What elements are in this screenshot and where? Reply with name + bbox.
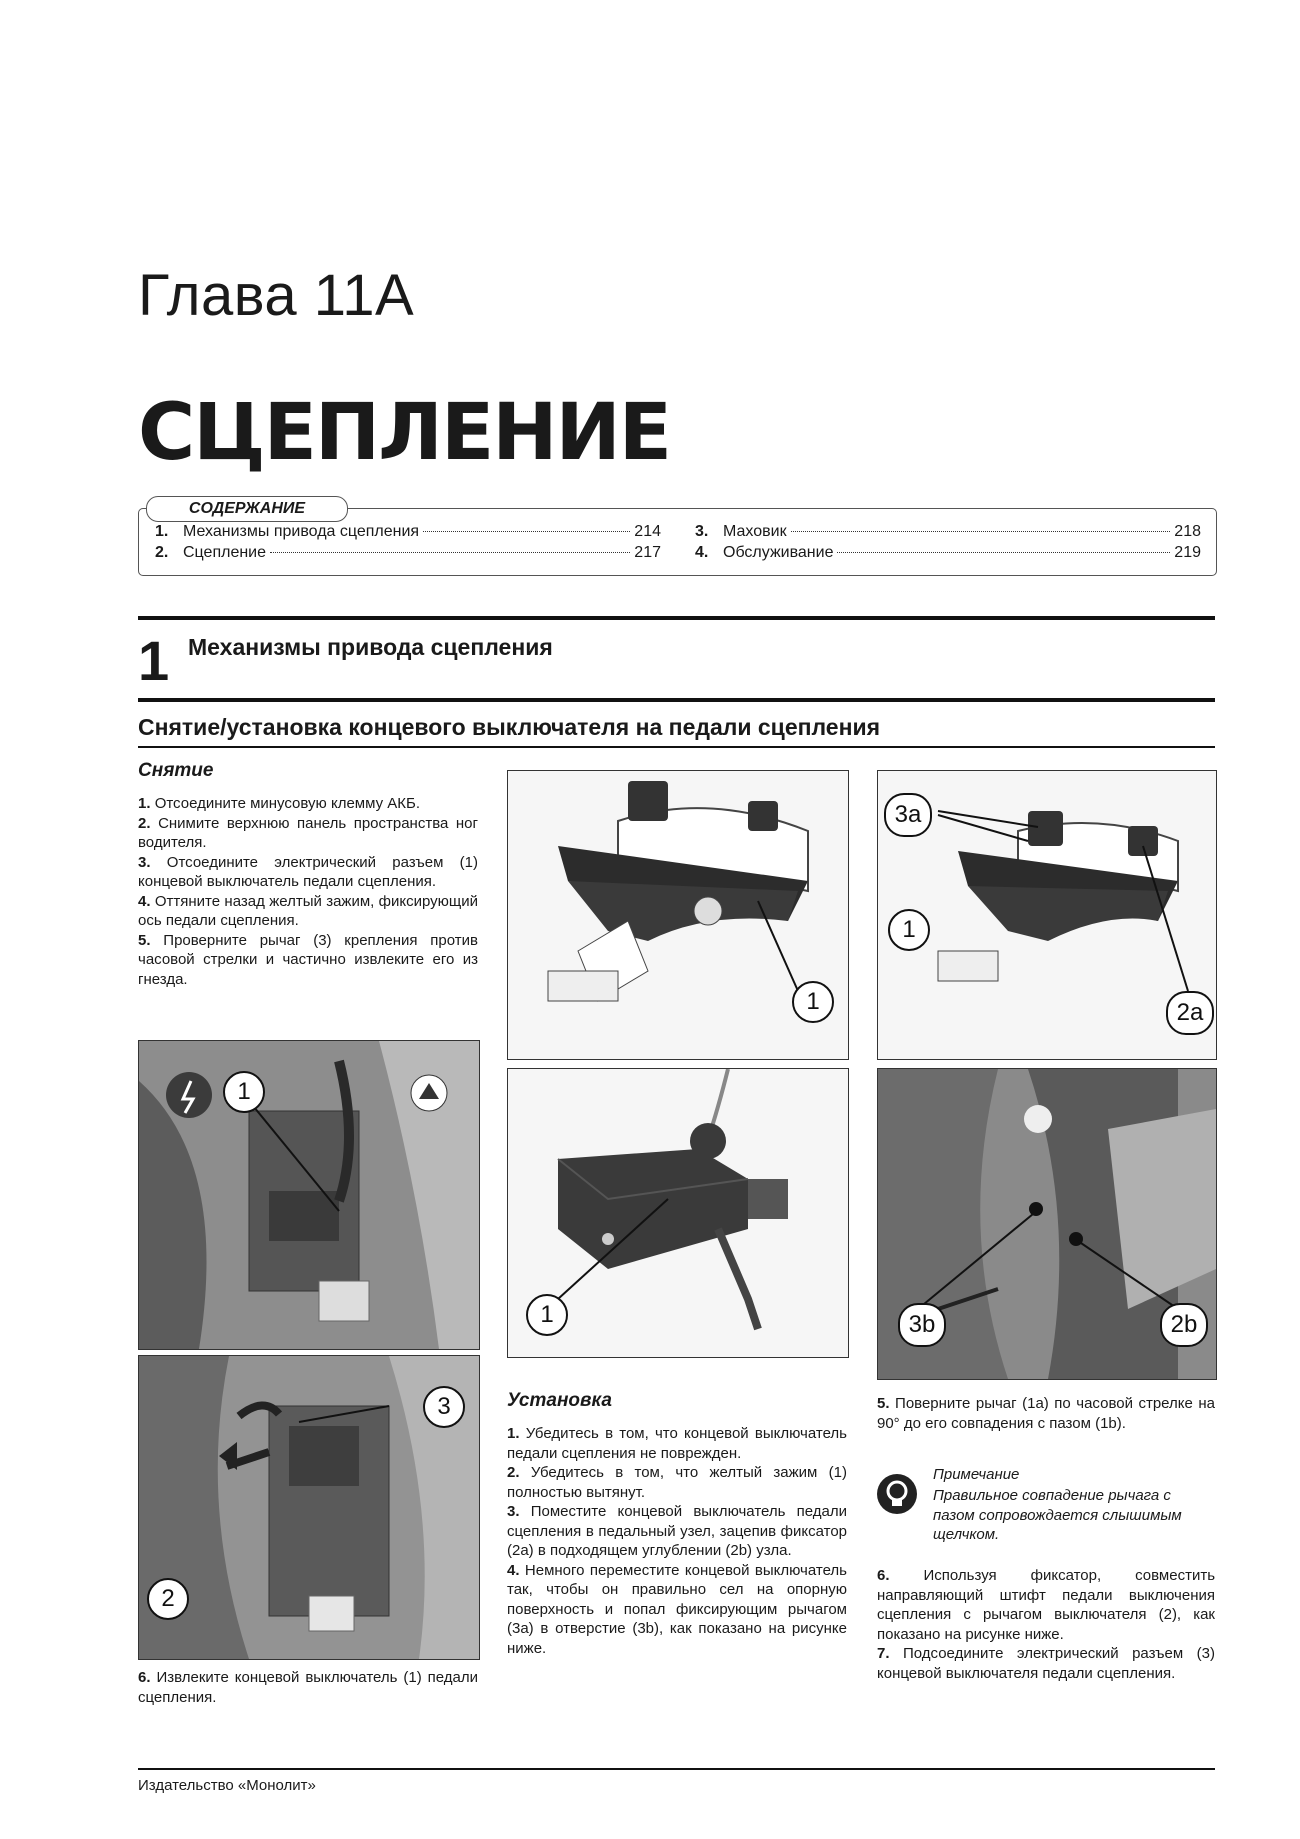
chapter-title: СЦЕПЛЕНИЕ (138, 388, 671, 478)
publisher: Издательство «Монолит» (138, 1777, 316, 1794)
removal-steps (138, 794, 478, 989)
step-item: 6. Используя фиксатор, совместить направляющий штифт педали выключения сцепления с рычагом выключателя (2), как показано на рисунке ниже. (877, 1567, 1216, 1643)
subsection-rule-top (138, 698, 1215, 702)
section-title: Механизмы привода сцепления (188, 634, 553, 660)
step-item: 1. Убедитесь в том, что концевой выключатель педали сцепления не поврежден. (507, 1425, 847, 1462)
photo-switch-bottom (507, 1068, 849, 1358)
step-item: 2. Снимите верхнюю панель пространства ног водителя. (138, 814, 478, 851)
step-item: 3. Поместите концевой выключатель педали сцепления в педальный узел, зацепив фиксатор (2a) в подходящем углублении (2b) узла. (507, 1503, 847, 1559)
note-heading: Примечание (933, 1466, 1020, 1483)
photo-lever (138, 1355, 480, 1660)
installation-step-5 (877, 1394, 1215, 1433)
toc-item[interactable]: 4. Обслуживание 219 (695, 544, 1201, 561)
callout-3a: 3a (884, 793, 932, 837)
subsection-title: Снятие/установка концевого выключателя на педали сцепления (138, 714, 881, 740)
note-block (877, 1466, 1215, 1546)
callout-1: 1 (526, 1294, 568, 1336)
callout-3b: 3b (898, 1303, 946, 1347)
chapter-label: Глава 11А (138, 263, 415, 328)
callout-1: 1 (223, 1071, 265, 1113)
section-number: 1 (138, 629, 170, 692)
step-item: 4. Оттяните назад желтый зажим, фиксирующий ось педали сцепления. (138, 892, 478, 929)
removal-heading: Снятие (138, 760, 214, 781)
step-item: 5. Поверните рычаг (1a) по часовой стрелке на 90° до его совпадения с пазом (1b). (877, 1395, 1215, 1432)
toc-item[interactable]: 3. Маховик 218 (695, 523, 1201, 540)
installation-steps-final (877, 1566, 1215, 1683)
callout-2b: 2b (1160, 1303, 1208, 1347)
photo-connector-illustration (139, 1041, 479, 1349)
removal-step-6 (138, 1668, 478, 1707)
toc-item[interactable]: 2. Сцепление 217 (155, 544, 661, 561)
section-rule (138, 616, 1215, 620)
step-item: 3. Отсоедините электрический разъем (1) концевой выключатель педали сцепления. (138, 853, 478, 890)
callout-3: 3 (423, 1386, 465, 1428)
photo-connector (138, 1040, 480, 1350)
toc-heading: СОДЕРЖАНИЕ (146, 496, 348, 522)
toc-item[interactable]: 1. Механизмы привода сцепления 214 (155, 523, 661, 540)
photo-pedal-bracket (877, 1068, 1217, 1380)
callout-1: 1 (792, 981, 834, 1023)
photo-switch-assembly (877, 770, 1217, 1060)
step-item: 5. Проверните рычаг (3) крепления против часовой стрелки и частично извлеките его из гнезда. (138, 931, 479, 988)
step-item: 1. Отсоедините минусовую клемму АКБ. (138, 795, 420, 812)
note-text: Правильное совпадение рычага с пазом сопровождается слышимым щелчком. (933, 1487, 1182, 1543)
step-item: 4. Немного переместите концевой выключатель так, чтобы он правильно сел на опорную поверхность и попал фиксирующим рычагом (3a) в отверстие (3b), как показано на рисунке ниже. (507, 1561, 847, 1657)
footer-rule (138, 1768, 1215, 1770)
lightbulb-icon (877, 1474, 917, 1514)
step-item: 7. Подсоедините электрический разъем (3) концевой выключателя педали сцепления. (877, 1645, 1215, 1682)
callout-2a: 2a (1166, 991, 1214, 1035)
step-item: 2. Убедитесь в том, что желтый зажим (1) полностью вытянут. (507, 1464, 847, 1501)
step-item: 6. Извлеките концевой выключатель (1) педали сцепления. (138, 1669, 478, 1706)
subsection-rule-bottom (138, 746, 1215, 748)
callout-1: 1 (888, 909, 930, 951)
installation-steps (507, 1424, 847, 1658)
installation-heading: Установка (507, 1390, 612, 1411)
photo-switch-top (507, 770, 849, 1060)
callout-2: 2 (147, 1578, 189, 1620)
